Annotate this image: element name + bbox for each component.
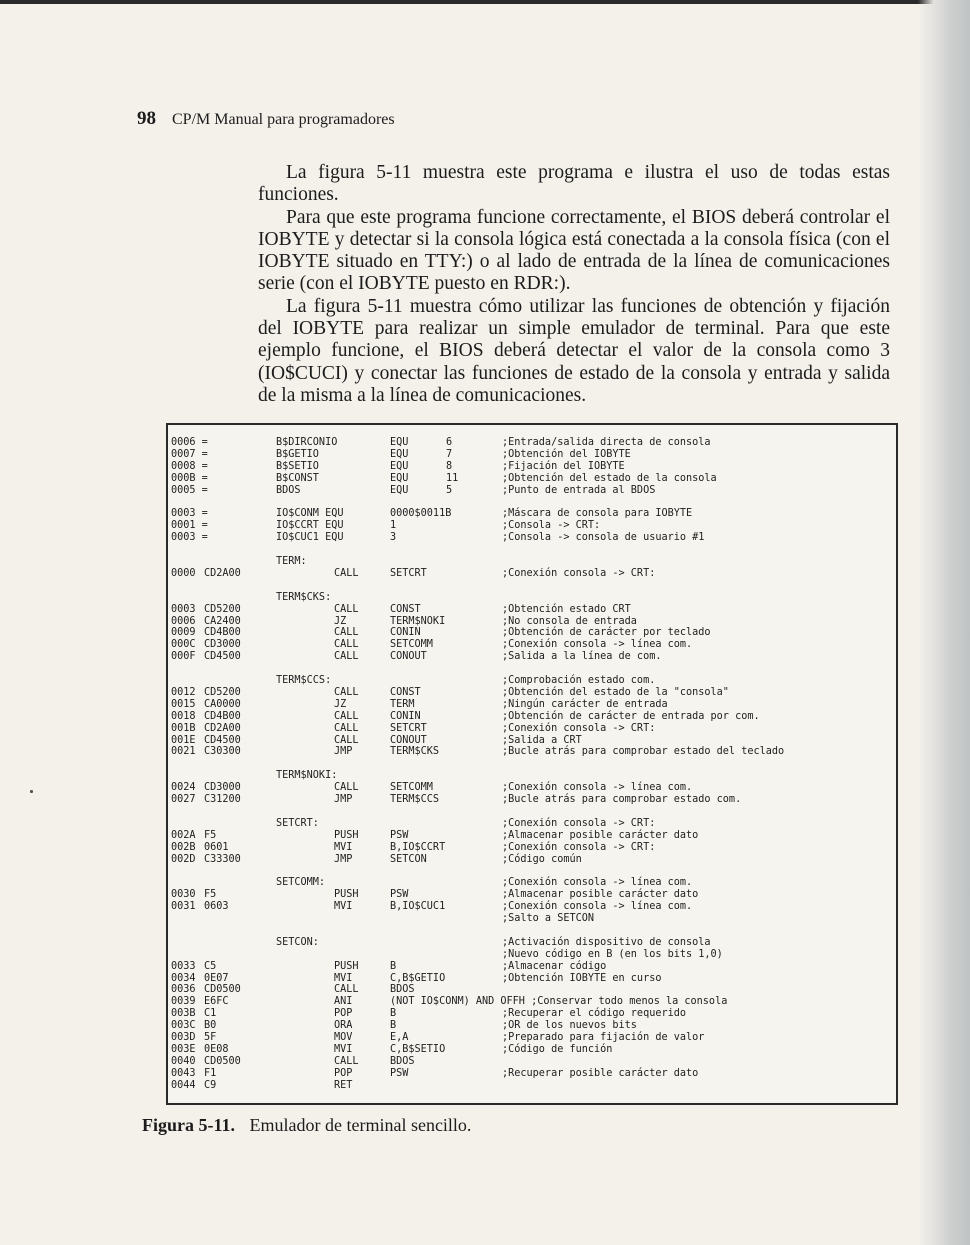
listing-operand: PSW <box>390 889 409 901</box>
listing-address: 0044 <box>171 1079 196 1091</box>
listing-operand: SETCRT <box>390 567 427 579</box>
listing-operand: 3 <box>390 532 397 544</box>
listing-address: 0036 <box>171 984 196 996</box>
listing-label: IO$CCRT EQU <box>276 520 344 532</box>
running-title: CP/M Manual para programadores <box>172 111 395 128</box>
listing-address: 003B <box>171 1008 196 1020</box>
listing-address: 001B <box>171 722 196 734</box>
listing-operand: EQU <box>390 472 409 484</box>
listing-operand: B <box>390 1008 397 1020</box>
listing-operand: CONOUT <box>390 651 427 663</box>
listing-comment: ;Conexión consola -> línea com. <box>502 639 693 651</box>
listing-operand: CONIN <box>390 627 421 639</box>
listing-comment: ;Código común <box>502 853 582 865</box>
listing-operand: CONST <box>390 603 421 615</box>
listing-mnemonic: MOV <box>334 1032 353 1043</box>
listing-mnemonic: JZ <box>334 698 347 710</box>
listing-comment: ;Máscara de consola para IOBYTE <box>502 508 693 520</box>
listing-address: 0007 = <box>171 448 208 460</box>
listing-comment: ;Conexión consola -> línea com. <box>502 782 693 794</box>
listing-label: BDOS <box>276 484 301 496</box>
listing-object-code: 0E08 <box>204 1043 229 1055</box>
listing-operand-extra: 5 <box>446 484 453 496</box>
listing-operand: PSW <box>390 829 409 841</box>
listing-mnemonic: CALL <box>334 1055 359 1067</box>
listing-label: IO$CONM EQU <box>276 508 344 520</box>
listing-mnemonic: PUSH <box>334 960 359 972</box>
listing-comment: ;Bucle atrás para comprobar estado com. <box>502 794 742 805</box>
listing-label: TERM$NOKI: <box>276 770 338 782</box>
listing-object-code: C33300 <box>204 853 241 865</box>
listing-comment: ;Almacenar posible carácter dato <box>502 829 699 841</box>
listing-address: 0021 <box>171 746 196 758</box>
listing-address: 0030 <box>171 889 196 901</box>
listing-label: IO$CUC1 EQU <box>276 532 344 544</box>
paragraph: La figura 5-11 muestra este programa e ilustra el uso de todas estas funciones. <box>258 162 890 206</box>
top-border-line <box>0 0 950 4</box>
listing-comment: ;Obtención IOBYTE en curso <box>502 972 662 984</box>
listing-object-code: CD4500 <box>204 651 241 663</box>
listing-object-code: CD2A00 <box>204 722 241 734</box>
listing-operand: SETCOMM <box>390 782 433 794</box>
listing-address: 0015 <box>171 698 196 710</box>
listing-label: TERM: <box>276 556 307 567</box>
listing-comment: ;No consola de entrada <box>502 615 637 627</box>
listing-comment: ;Entrada/salida directa de consola <box>502 437 711 448</box>
listing-mnemonic: PUSH <box>334 889 359 901</box>
listing-address: 003D <box>171 1032 196 1043</box>
listing-mnemonic: JMP <box>334 853 353 865</box>
listing-object-code: F5 <box>204 829 217 841</box>
listing-operand: TERM$NOKI <box>390 615 446 627</box>
listing-comment: ;Recuperar el código requerido <box>502 1008 687 1020</box>
paragraph: Para que este programa funcione correctamente, el BIOS deberá controlar el IOBYTE y detectar si la consola lógica está conectada a la consola física (con el IOBYTE situado en TTY:) o al lado de entrada de la línea de comunicaciones serie (con el IOBYTE puesto en RDR:). <box>258 206 890 295</box>
listing-object-code: CD0500 <box>204 1055 241 1067</box>
listing-operand: EQU <box>390 460 409 472</box>
listing-comment: ;OR de los nuevos bits <box>502 1020 637 1032</box>
body-text <box>258 162 890 407</box>
listing-operand: B,IO$CCRT <box>390 841 446 853</box>
listing-mnemonic: CALL <box>334 651 359 663</box>
listing-comment: ;Conexión consola -> línea com. <box>502 877 693 889</box>
figure-caption <box>142 1115 471 1136</box>
listing-operand: TERM$CCS <box>390 794 440 805</box>
listing-comment: ;Consola -> CRT: <box>502 520 601 532</box>
listing-comment: ;Recuperar posible carácter dato <box>502 1067 699 1079</box>
listing-comment: ;Bucle atrás para comprobar estado del teclado <box>502 746 785 758</box>
program-listing <box>166 423 898 1105</box>
listing-label: B$DIRCONIO <box>276 437 338 448</box>
listing-label: TERM$CKS: <box>276 591 332 603</box>
listing-label: SETCOMM: <box>276 877 326 889</box>
listing-address: 000F <box>171 651 196 663</box>
listing-object-code: F1 <box>204 1067 217 1079</box>
listing-comment: ;Ningún carácter de entrada <box>502 698 668 710</box>
listing-mnemonic: RET <box>334 1079 353 1091</box>
listing-mnemonic: CALL <box>334 603 359 615</box>
listing-mnemonic: CALL <box>334 984 359 996</box>
listing-label: TERM$CCS: <box>276 675 332 686</box>
listing-address: 0009 <box>171 627 196 639</box>
listing-comment: ;Obtención de carácter de entrada por com. <box>502 710 760 722</box>
listing-operand: (NOT IO$CONM) AND OFFH ;Conservar todo menos la consola <box>390 996 728 1008</box>
print-speck <box>30 790 33 793</box>
listing-operand: 0000$0011B <box>390 508 452 520</box>
listing-mnemonic: PUSH <box>334 829 359 841</box>
listing-object-code: CD3000 <box>204 782 241 794</box>
listing-operand: SETCOMM <box>390 639 433 651</box>
listing-address: 0018 <box>171 710 196 722</box>
listing-address: 0003 <box>171 603 196 615</box>
listing-label: SETCRT: <box>276 817 319 829</box>
listing-address: 0031 <box>171 901 196 913</box>
listing-operand: EQU <box>390 437 409 448</box>
listing-address: 0000 <box>171 567 196 579</box>
listing-address: 0006 = <box>171 437 208 448</box>
page-number: 98 <box>137 108 156 129</box>
listing-object-code: CD4500 <box>204 734 241 746</box>
listing-mnemonic: POP <box>334 1067 353 1079</box>
listing-mnemonic: CALL <box>334 734 359 746</box>
listing-operand: EQU <box>390 448 409 460</box>
listing-object-code: CD5200 <box>204 603 241 615</box>
listing-comment: ;Conexión consola -> CRT: <box>502 722 656 734</box>
listing-operand: C,B$GETIO <box>390 972 446 984</box>
listing-operand: SETCRT <box>390 722 427 734</box>
listing-mnemonic: MVI <box>334 901 353 913</box>
listing-object-code: 0E07 <box>204 972 229 984</box>
listing-address: 003C <box>171 1020 196 1032</box>
listing-operand: EQU <box>390 484 409 496</box>
listing-address: 001E <box>171 734 196 746</box>
listing-address: 002B <box>171 841 196 853</box>
listing-mnemonic: JMP <box>334 794 353 805</box>
listing-object-code: CD5200 <box>204 686 241 698</box>
listing-operand-extra: 8 <box>446 460 453 472</box>
listing-comment: ;Obtención del estado de la consola <box>502 472 717 484</box>
listing-mnemonic: ANI <box>334 996 353 1008</box>
listing-comment: ;Punto de entrada al BDOS <box>502 484 656 496</box>
listing-label: B$SETIO <box>276 460 319 472</box>
listing-object-code: CA2400 <box>204 615 241 627</box>
listing-address: 0008 = <box>171 460 208 472</box>
listing-operand: PSW <box>390 1067 409 1079</box>
listing-address: 0001 = <box>171 520 208 532</box>
listing-comment: ;Comprobación estado com. <box>502 675 656 686</box>
listing-operand: TERM <box>390 698 415 710</box>
listing-mnemonic: CALL <box>334 639 359 651</box>
listing-comment: ;Obtención del IOBYTE <box>502 448 631 460</box>
listing-object-code: CD4B00 <box>204 627 241 639</box>
listing-operand: C,B$SETIO <box>390 1043 446 1055</box>
listing-operand: CONIN <box>390 710 421 722</box>
listing-comment: ;Almacenar posible carácter dato <box>502 889 699 901</box>
listing-operand: SETCON <box>390 853 427 865</box>
listing-mnemonic: CALL <box>334 710 359 722</box>
listing-object-code: C30300 <box>204 746 241 758</box>
listing-address: 0005 = <box>171 484 208 496</box>
listing-operand: 1 <box>390 520 397 532</box>
listing-operand: TERM$CKS <box>390 746 440 758</box>
listing-object-code: F5 <box>204 889 217 901</box>
listing-mnemonic: JZ <box>334 615 347 627</box>
listing-comment: ;Conexión consola -> línea com. <box>502 901 693 913</box>
listing-address: 0034 <box>171 972 196 984</box>
listing-address: 003E <box>171 1043 196 1055</box>
listing-comment: ;Salida a la línea de com. <box>502 651 662 663</box>
listing-operand: B <box>390 960 397 972</box>
listing-mnemonic: CALL <box>334 567 359 579</box>
listing-operand: B <box>390 1020 397 1032</box>
listing-operand: CONOUT <box>390 734 427 746</box>
listing-address: 0024 <box>171 782 196 794</box>
listing-comment: ;Conexión consola -> CRT: <box>502 841 656 853</box>
listing-address: 0003 = <box>171 508 208 520</box>
listing-object-code: CD4B00 <box>204 710 241 722</box>
listing-comment: ;Conexión consola -> CRT: <box>502 567 656 579</box>
listing-object-code: C5 <box>204 960 217 972</box>
listing-object-code: C9 <box>204 1079 217 1091</box>
listing-operand-extra: 11 <box>446 472 459 484</box>
listing-address: 0039 <box>171 996 196 1008</box>
listing-mnemonic: MVI <box>334 841 353 853</box>
listing-object-code: CD2A00 <box>204 567 241 579</box>
listing-mnemonic: POP <box>334 1008 353 1020</box>
listing-mnemonic: MVI <box>334 972 353 984</box>
listing-operand: E,A <box>390 1032 409 1043</box>
listing-object-code: CD0500 <box>204 984 241 996</box>
listing-comment: ;Fijación del IOBYTE <box>502 460 625 472</box>
listing-comment: ;Obtención de carácter por teclado <box>502 627 711 639</box>
listing-address: 000B = <box>171 472 208 484</box>
listing-mnemonic: MVI <box>334 1043 353 1055</box>
listing-mnemonic: CALL <box>334 722 359 734</box>
listing-comment: ;Preparado para fijación de valor <box>502 1032 705 1043</box>
caption-label: Figura 5-11. <box>142 1115 235 1135</box>
listing-operand: B,IO$CUC1 <box>390 901 446 913</box>
listing-operand-extra: 7 <box>446 448 453 460</box>
listing-object-code: E6FC <box>204 996 229 1008</box>
listing-comment: ;Salto a SETCON <box>502 913 595 924</box>
listing-comment: ;Obtención estado CRT <box>502 603 631 615</box>
page-edge-shadow <box>918 0 970 1245</box>
listing-operand: BDOS <box>390 984 415 996</box>
listing-address: 0012 <box>171 686 196 698</box>
listing-operand: BDOS <box>390 1055 415 1067</box>
listing-address: 0006 <box>171 615 196 627</box>
listing-label: SETCON: <box>276 936 319 948</box>
listing-address: 002A <box>171 829 196 841</box>
listing-address: 0003 = <box>171 532 208 544</box>
listing-comment: ;Almacenar código <box>502 960 607 972</box>
listing-object-code: 5F <box>204 1032 217 1043</box>
listing-label: B$GETIO <box>276 448 319 460</box>
listing-comment: ;Obtención del estado de la "consola" <box>502 686 729 698</box>
listing-comment: ;Nuevo código en B (en los bits 1,0) <box>502 948 723 960</box>
listing-address: 000C <box>171 639 196 651</box>
listing-comment: ;Activación dispositivo de consola <box>502 936 711 948</box>
listing-address: 0033 <box>171 960 196 972</box>
running-header <box>137 108 395 130</box>
listing-comment: ;Código de función <box>502 1043 613 1055</box>
listing-address: 0043 <box>171 1067 196 1079</box>
listing-operand: CONST <box>390 686 421 698</box>
listing-mnemonic: CALL <box>334 782 359 794</box>
listing-comment: ;Conexión consola -> CRT: <box>502 817 656 829</box>
paragraph: La figura 5-11 muestra cómo utilizar las funciones de obtención y fijación del IOBYTE para realizar un simple emulador de terminal. Para que este ejemplo funcione, el BIOS deberá detectar el valor de la consola como 3 (IO$CUCI) y conectar las funciones de estado de la consola y entrada y salida de la misma a la línea de comunicaciones. <box>258 295 890 406</box>
listing-address: 0027 <box>171 794 196 805</box>
listing-object-code: 0603 <box>204 901 229 913</box>
listing-mnemonic: JMP <box>334 746 353 758</box>
listing-object-code: CD3000 <box>204 639 241 651</box>
listing-address: 002D <box>171 853 196 865</box>
listing-mnemonic: CALL <box>334 686 359 698</box>
caption-text: Emulador de terminal sencillo. <box>249 1115 472 1135</box>
listing-object-code: C31200 <box>204 794 241 805</box>
listing-object-code: 0601 <box>204 841 229 853</box>
listing-comment: ;Salida a CRT <box>502 734 582 746</box>
listing-object-code: C1 <box>204 1008 217 1020</box>
listing-object-code: CA0000 <box>204 698 241 710</box>
listing-object-code: B0 <box>204 1020 217 1032</box>
listing-mnemonic: CALL <box>334 627 359 639</box>
listing-address: 0040 <box>171 1055 196 1067</box>
listing-mnemonic: ORA <box>334 1020 353 1032</box>
listing-operand-extra: 6 <box>446 437 453 448</box>
listing-label: B$CONST <box>276 472 319 484</box>
listing-comment: ;Consola -> consola de usuario #1 <box>502 532 705 544</box>
